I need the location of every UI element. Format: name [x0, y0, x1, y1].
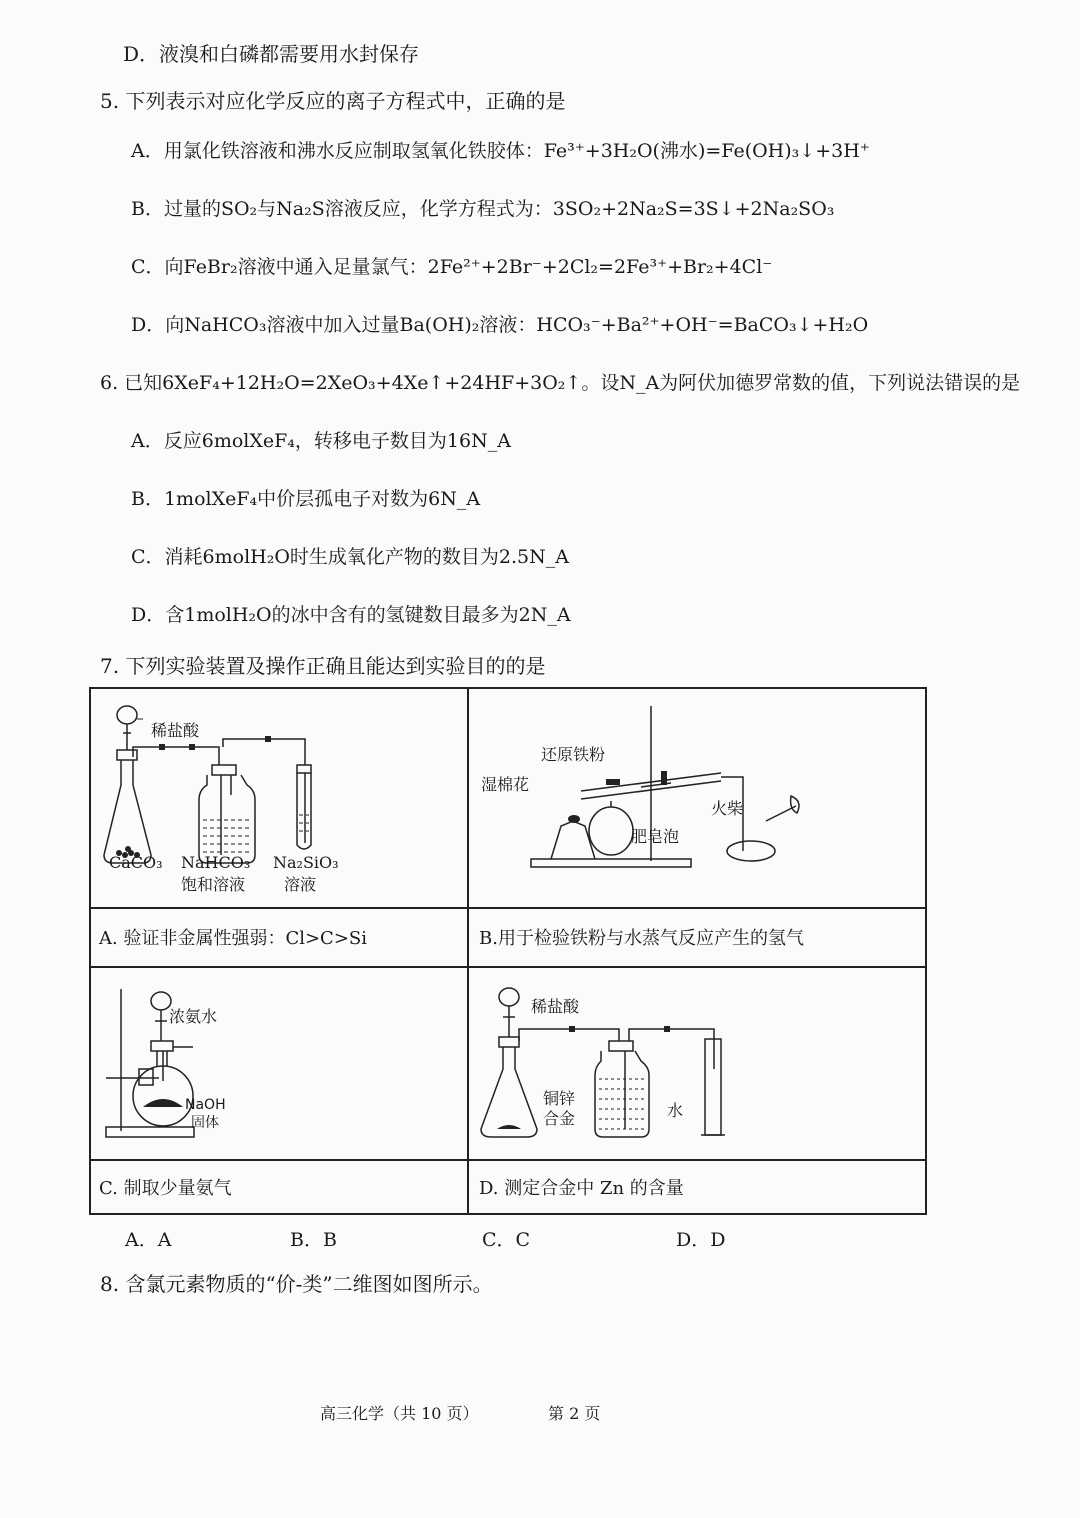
- label-iron-powder: 还原铁粉: [541, 745, 606, 764]
- label-caco3: CaCO₃: [109, 853, 163, 872]
- label-cu-zn: 铜锌: [543, 1089, 576, 1108]
- option-label: C．: [131, 256, 165, 278]
- label-wet-cotton: 湿棉花: [481, 775, 530, 794]
- q6-option-d: [131, 602, 571, 628]
- q5c-equation: 2Fe²⁺+2Br⁻+2Cl₂=2Fe³⁺+Br₂+4Cl⁻: [427, 256, 773, 278]
- q6-option-b: [131, 486, 480, 512]
- q7-answer-a: A．A: [125, 1229, 172, 1251]
- label-na2sio3: Na₂SiO₃: [273, 853, 339, 872]
- option-label: A．: [131, 430, 164, 452]
- apparatus-d-diagram: [479, 979, 759, 1149]
- label-dilute-hcl-d: 稀盐酸: [531, 997, 580, 1016]
- q5a-equation: Fe³⁺+3H₂O(沸水)=Fe(OH)₃↓+3H⁺: [543, 140, 870, 162]
- caption-a: A. 验证非金属性强弱：Cl>C>Si: [99, 928, 367, 949]
- label-naoh: NaOH: [185, 1097, 226, 1113]
- label-nahco3: NaHCO₃: [181, 853, 251, 872]
- option-text: 消耗6molH₂O时生成氧化产物的数目为2.5N_A: [164, 546, 569, 568]
- q4-option-d: [123, 41, 419, 67]
- q8-stem: 8. 含氯元素物质的“价-类”二维图如图所示。: [100, 1272, 493, 1296]
- q7-stem: 7. 下列实验装置及操作正确且能达到实验目的的是: [100, 654, 546, 678]
- q7-answer-b: B．B: [290, 1229, 337, 1251]
- option-text: 向FeBr₂溶液中通入足量氯气：: [164, 256, 428, 278]
- label-saturated: 饱和溶液: [181, 875, 246, 894]
- option-text: 向NaHCO₃溶液中加入过量Ba(OH)₂溶液：: [165, 314, 537, 336]
- label-water: 水: [667, 1101, 684, 1120]
- q7-answer-c: C．C: [482, 1229, 531, 1251]
- label-alloy: 合金: [543, 1109, 576, 1128]
- label-conc-ammonia: 浓氨水: [169, 1007, 218, 1026]
- q6-stem: 6. 已知6XeF₄+12H₂O=2XeO₃+4Xe↑+24HF+3O₂↑。设N_A为阿伏加德罗常数的值，下列说法错误的是: [100, 372, 1021, 394]
- q5-option-b: [131, 196, 834, 222]
- apparatus-b-diagram: [521, 701, 821, 891]
- q7-answer-d: D．D: [676, 1229, 726, 1251]
- table-divider: [91, 1159, 925, 1161]
- q5-option-a: [131, 138, 870, 164]
- label-solution: 溶液: [284, 875, 317, 894]
- caption-b: B.用于检验铁粉与水蒸气反应产生的氢气: [479, 928, 804, 949]
- option-label: C．: [131, 546, 165, 568]
- option-text: 含1molH₂O的冰中含有的氢键数目最多为2N_A: [165, 604, 571, 626]
- option-label: B．: [131, 488, 164, 510]
- footer-page: 第 2 页: [548, 1404, 601, 1423]
- q6-option-a: [131, 428, 511, 454]
- option-label: A．: [131, 140, 164, 162]
- q5b-equation: 3SO₂+2Na₂S=3S↓+2Na₂SO₃: [552, 198, 835, 220]
- q6-option-c: [131, 544, 569, 570]
- option-label: D．: [123, 42, 160, 66]
- q5d-equation: HCO₃⁻+Ba²⁺+OH⁻=BaCO₃↓+H₂O: [536, 314, 869, 336]
- option-text: 过量的SO₂与Na₂S溶液反应，化学方程式为：: [163, 198, 553, 220]
- caption-d: D. 测定合金中 Zn 的含量: [479, 1178, 684, 1199]
- label-acid: 稀盐酸: [151, 721, 200, 740]
- option-text: 反应6molXeF₄，转移电子数目为16N_A: [163, 430, 511, 452]
- q7-figure-table: [89, 687, 927, 1215]
- footer-course: 高三化学（共 10 页）: [320, 1404, 479, 1423]
- q5-option-c: [131, 254, 772, 280]
- option-label: D．: [131, 604, 166, 626]
- option-text: 1molXeF₄中价层孤电子对数为6N_A: [163, 488, 481, 510]
- label-solid: 固体: [191, 1115, 219, 1131]
- label-soap-bubble: 肥皂泡: [631, 827, 680, 846]
- table-divider: [91, 907, 925, 909]
- option-label: B．: [131, 198, 164, 220]
- label-match: 火柴: [711, 799, 744, 818]
- option-text: 用氯化铁溶液和沸水反应制取氢氧化铁胶体：: [163, 140, 544, 162]
- option-text: 液溴和白磷都需要用水封保存: [159, 42, 420, 66]
- q5-option-d: [131, 312, 868, 338]
- table-divider: [91, 966, 925, 968]
- table-divider-vertical: [467, 689, 469, 1213]
- q5-stem: 5. 下列表示对应化学反应的离子方程式中，正确的是: [100, 89, 566, 113]
- option-label: D．: [131, 314, 166, 336]
- caption-c: C. 制取少量氨气: [99, 1178, 232, 1199]
